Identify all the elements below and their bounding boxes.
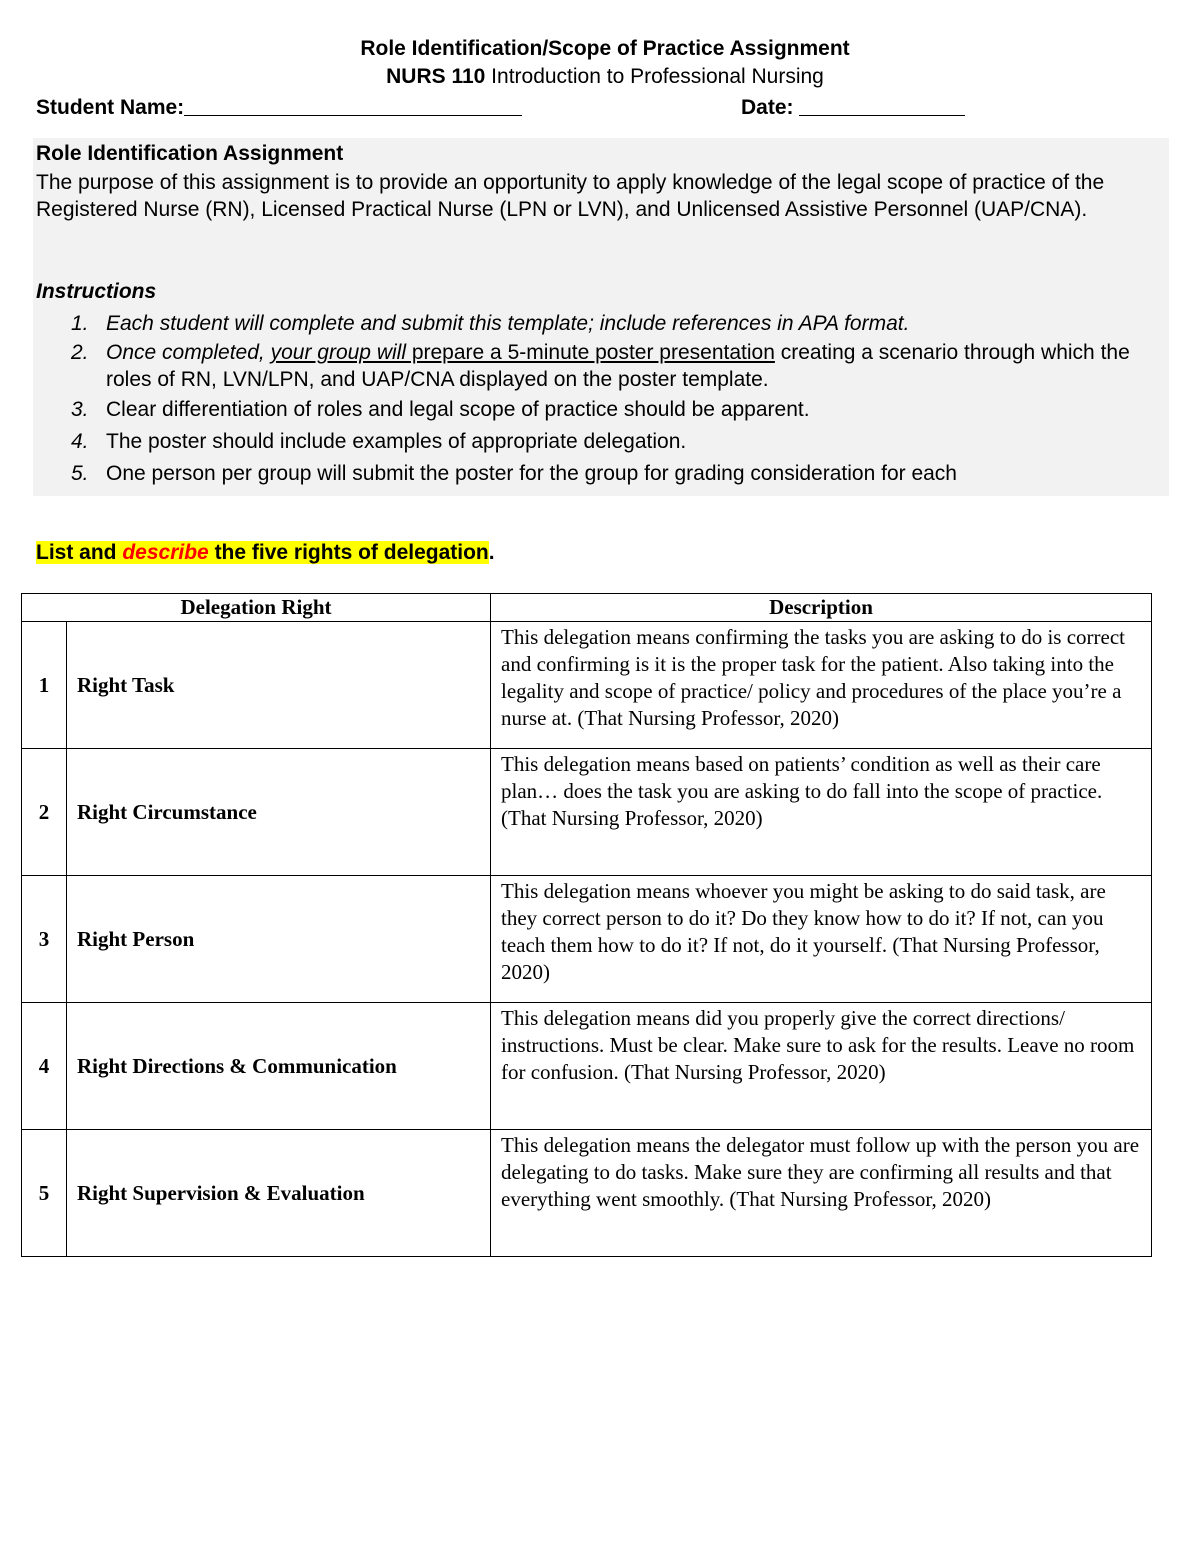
instructions-heading: Instructions xyxy=(36,280,157,303)
student-name-label: Student Name: xyxy=(36,96,185,119)
course-line xyxy=(0,65,1200,89)
delegation-description[interactable]: This delegation means whoever you might be asking to do said task, are they correct person to do it? Do they know how to do it? If not, can you teach them how to do it? If not, do it yourself. (That Nursing Professor, 2020) xyxy=(491,876,1152,1003)
date-field[interactable] xyxy=(799,95,965,116)
row-number: 1 xyxy=(22,622,67,749)
delegation-right: Right Task xyxy=(67,622,491,749)
instruction-item: 3. Clear differentiation of roles and legal scope of practice should be apparent. xyxy=(71,398,810,421)
assignment-heading: Role Identification Assignment xyxy=(36,142,344,165)
table-row xyxy=(22,1003,1152,1130)
column-header-right: Delegation Right xyxy=(22,594,491,622)
instruction-item: 5. One person per group will submit the poster for the group for grading consideration for each xyxy=(71,462,957,485)
instruction-item: 2. Once completed, your group will prepare a 5-minute poster presentation creating a scenario through which the roles of RN, LVN/LPN, and UAP/CNA displayed on the poster template. xyxy=(71,341,1130,391)
column-header-description: Description xyxy=(491,594,1152,622)
table-row xyxy=(22,876,1152,1003)
row-number: 3 xyxy=(22,876,67,1003)
date-row xyxy=(741,95,965,120)
table-row xyxy=(22,622,1152,749)
row-number: 2 xyxy=(22,749,67,876)
date-label: Date: xyxy=(741,96,794,119)
delegation-right: Right Person xyxy=(67,876,491,1003)
delegation-right: Right Supervision & Evaluation xyxy=(67,1130,491,1257)
delegation-prompt: List and describe the five rights of delegation. xyxy=(36,541,495,564)
instruction-item: 4. The poster should include examples of appropriate delegation. xyxy=(71,430,687,453)
assignment-info-box xyxy=(33,138,1169,496)
table-row xyxy=(22,749,1152,876)
course-name: Introduction to Professional Nursing xyxy=(485,65,824,88)
row-number: 4 xyxy=(22,1003,67,1130)
row-number: 5 xyxy=(22,1130,67,1257)
assignment-purpose: The purpose of this assignment is to provide an opportunity to apply knowledge of the legal scope of practice of the Registered Nurse (RN), Licensed Practical Nurse (LPN or LVN), and Unlicensed Assistive Personnel (UAP/CNA). xyxy=(36,171,1105,221)
student-info-row xyxy=(36,95,1036,120)
delegation-table xyxy=(21,593,1152,1257)
document-title: Role Identification/Scope of Practice Assignment xyxy=(360,37,850,60)
delegation-description[interactable]: This delegation means confirming the tasks you are asking to do is correct and confirming is it is the proper task for the patient. Also taking into the legality and scope of practice/ policy and procedures of the place you’re a nurse at. (That Nursing Professor, 2020) xyxy=(491,622,1152,749)
delegation-description[interactable]: This delegation means the delegator must follow up with the person you are delegating to do tasks. Make sure they are confirming all results and that everything went smoothly. (That Nursing Professor, 2020) xyxy=(491,1130,1152,1257)
delegation-right: Right Directions & Communication xyxy=(67,1003,491,1130)
delegation-right: Right Circumstance xyxy=(67,749,491,876)
delegation-description[interactable]: This delegation means based on patients’ condition as well as their care plan… does the task you are asking to do fall into the scope of practice. (That Nursing Professor, 2020) xyxy=(491,749,1152,876)
course-code: NURS 110 xyxy=(386,65,486,88)
delegation-description[interactable]: This delegation means did you properly give the correct directions/ instructions. Must be clear. Make sure to ask for the results. Leave no room for confusion. (That Nursing Professor, 2020) xyxy=(491,1003,1152,1130)
student-name-field[interactable] xyxy=(184,95,522,116)
instructions-list xyxy=(33,310,1163,492)
table-row xyxy=(22,1130,1152,1257)
instruction-item: 1. Each student will complete and submit this template; include references in APA format. xyxy=(71,312,910,335)
table-header-row xyxy=(22,594,1152,622)
